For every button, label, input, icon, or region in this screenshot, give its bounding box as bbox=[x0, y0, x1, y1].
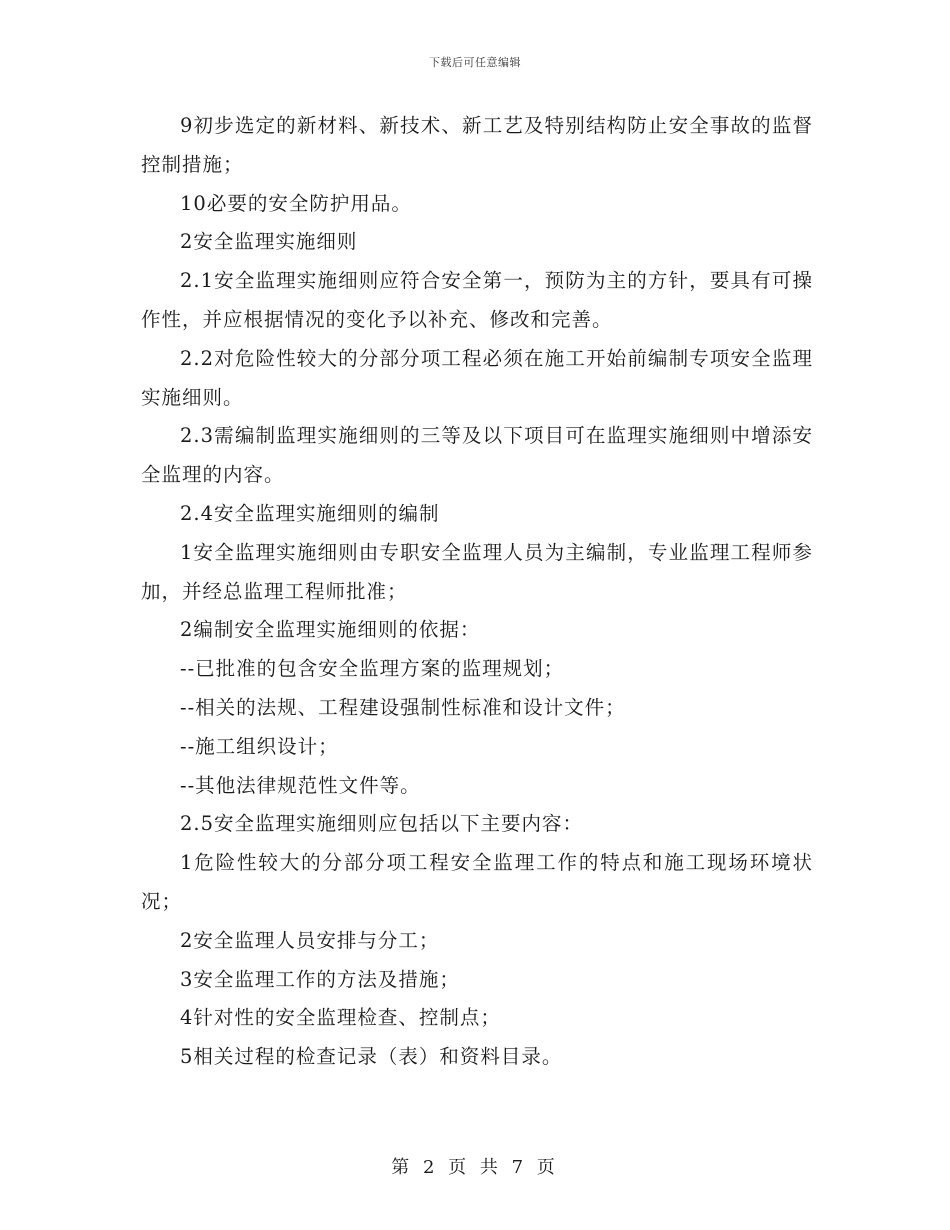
paragraph: 2.3需编制监理实施细则的三等及以下项目可在监理实施细则中增添安全监理的内容。 bbox=[141, 424, 813, 487]
list-item: --施工组织设计； bbox=[180, 734, 339, 758]
paragraph: 9初步选定的新材料、新技术、新工艺及特别结构防止安全事故的监督控制措施； bbox=[141, 114, 813, 176]
paragraph: 1安全监理实施细则由专职安全监理人员为主编制，专业监理工程师参加，并经总监理工程师批准； bbox=[141, 540, 813, 603]
document-body bbox=[141, 107, 813, 1077]
list-item: --已批准的包含安全监理方案的监理规划； bbox=[180, 657, 565, 681]
paragraph: 2.1安全监理实施细则应符合安全第一，预防为主的方针，要具有可操作性，并应根据情况的变化予以补充、修改和完善。 bbox=[141, 269, 813, 331]
page-header: 下载后可任意编辑 bbox=[429, 56, 521, 69]
paragraph: 2.2对危险性较大的分部分项工程必须在施工开始前编制专项安全监理实施细则。 bbox=[141, 346, 813, 409]
page-number: 第 2 页 共 7 页 bbox=[391, 1157, 559, 1178]
list-item: 1危险性较大的分部分项工程安全监理工作的特点和施工现场环境状况； bbox=[141, 851, 813, 913]
list-item: --相关的法规、工程建设强制性标准和设计文件； bbox=[180, 695, 626, 719]
paragraph: 10必要的安全防护用品。 bbox=[180, 191, 412, 215]
subsection-heading: 2.5安全监理实施细则应包括以下主要内容： bbox=[180, 812, 584, 836]
list-item: --其他法律规范性文件等。 bbox=[180, 773, 421, 797]
section-heading: 2安全监理实施细则 bbox=[180, 230, 358, 254]
list-item: 3安全监理工作的方法及措施； bbox=[180, 967, 460, 991]
list-item: 4针对性的安全监理检查、控制点； bbox=[180, 1006, 501, 1030]
paragraph: 2编制安全监理实施细则的依据： bbox=[180, 618, 481, 642]
list-item: 5相关过程的检查记录（表）和资料目录。 bbox=[180, 1045, 563, 1069]
subsection-heading: 2.4安全监理实施细则的编制 bbox=[180, 501, 440, 525]
list-item: 2安全监理人员安排与分工； bbox=[180, 928, 440, 952]
